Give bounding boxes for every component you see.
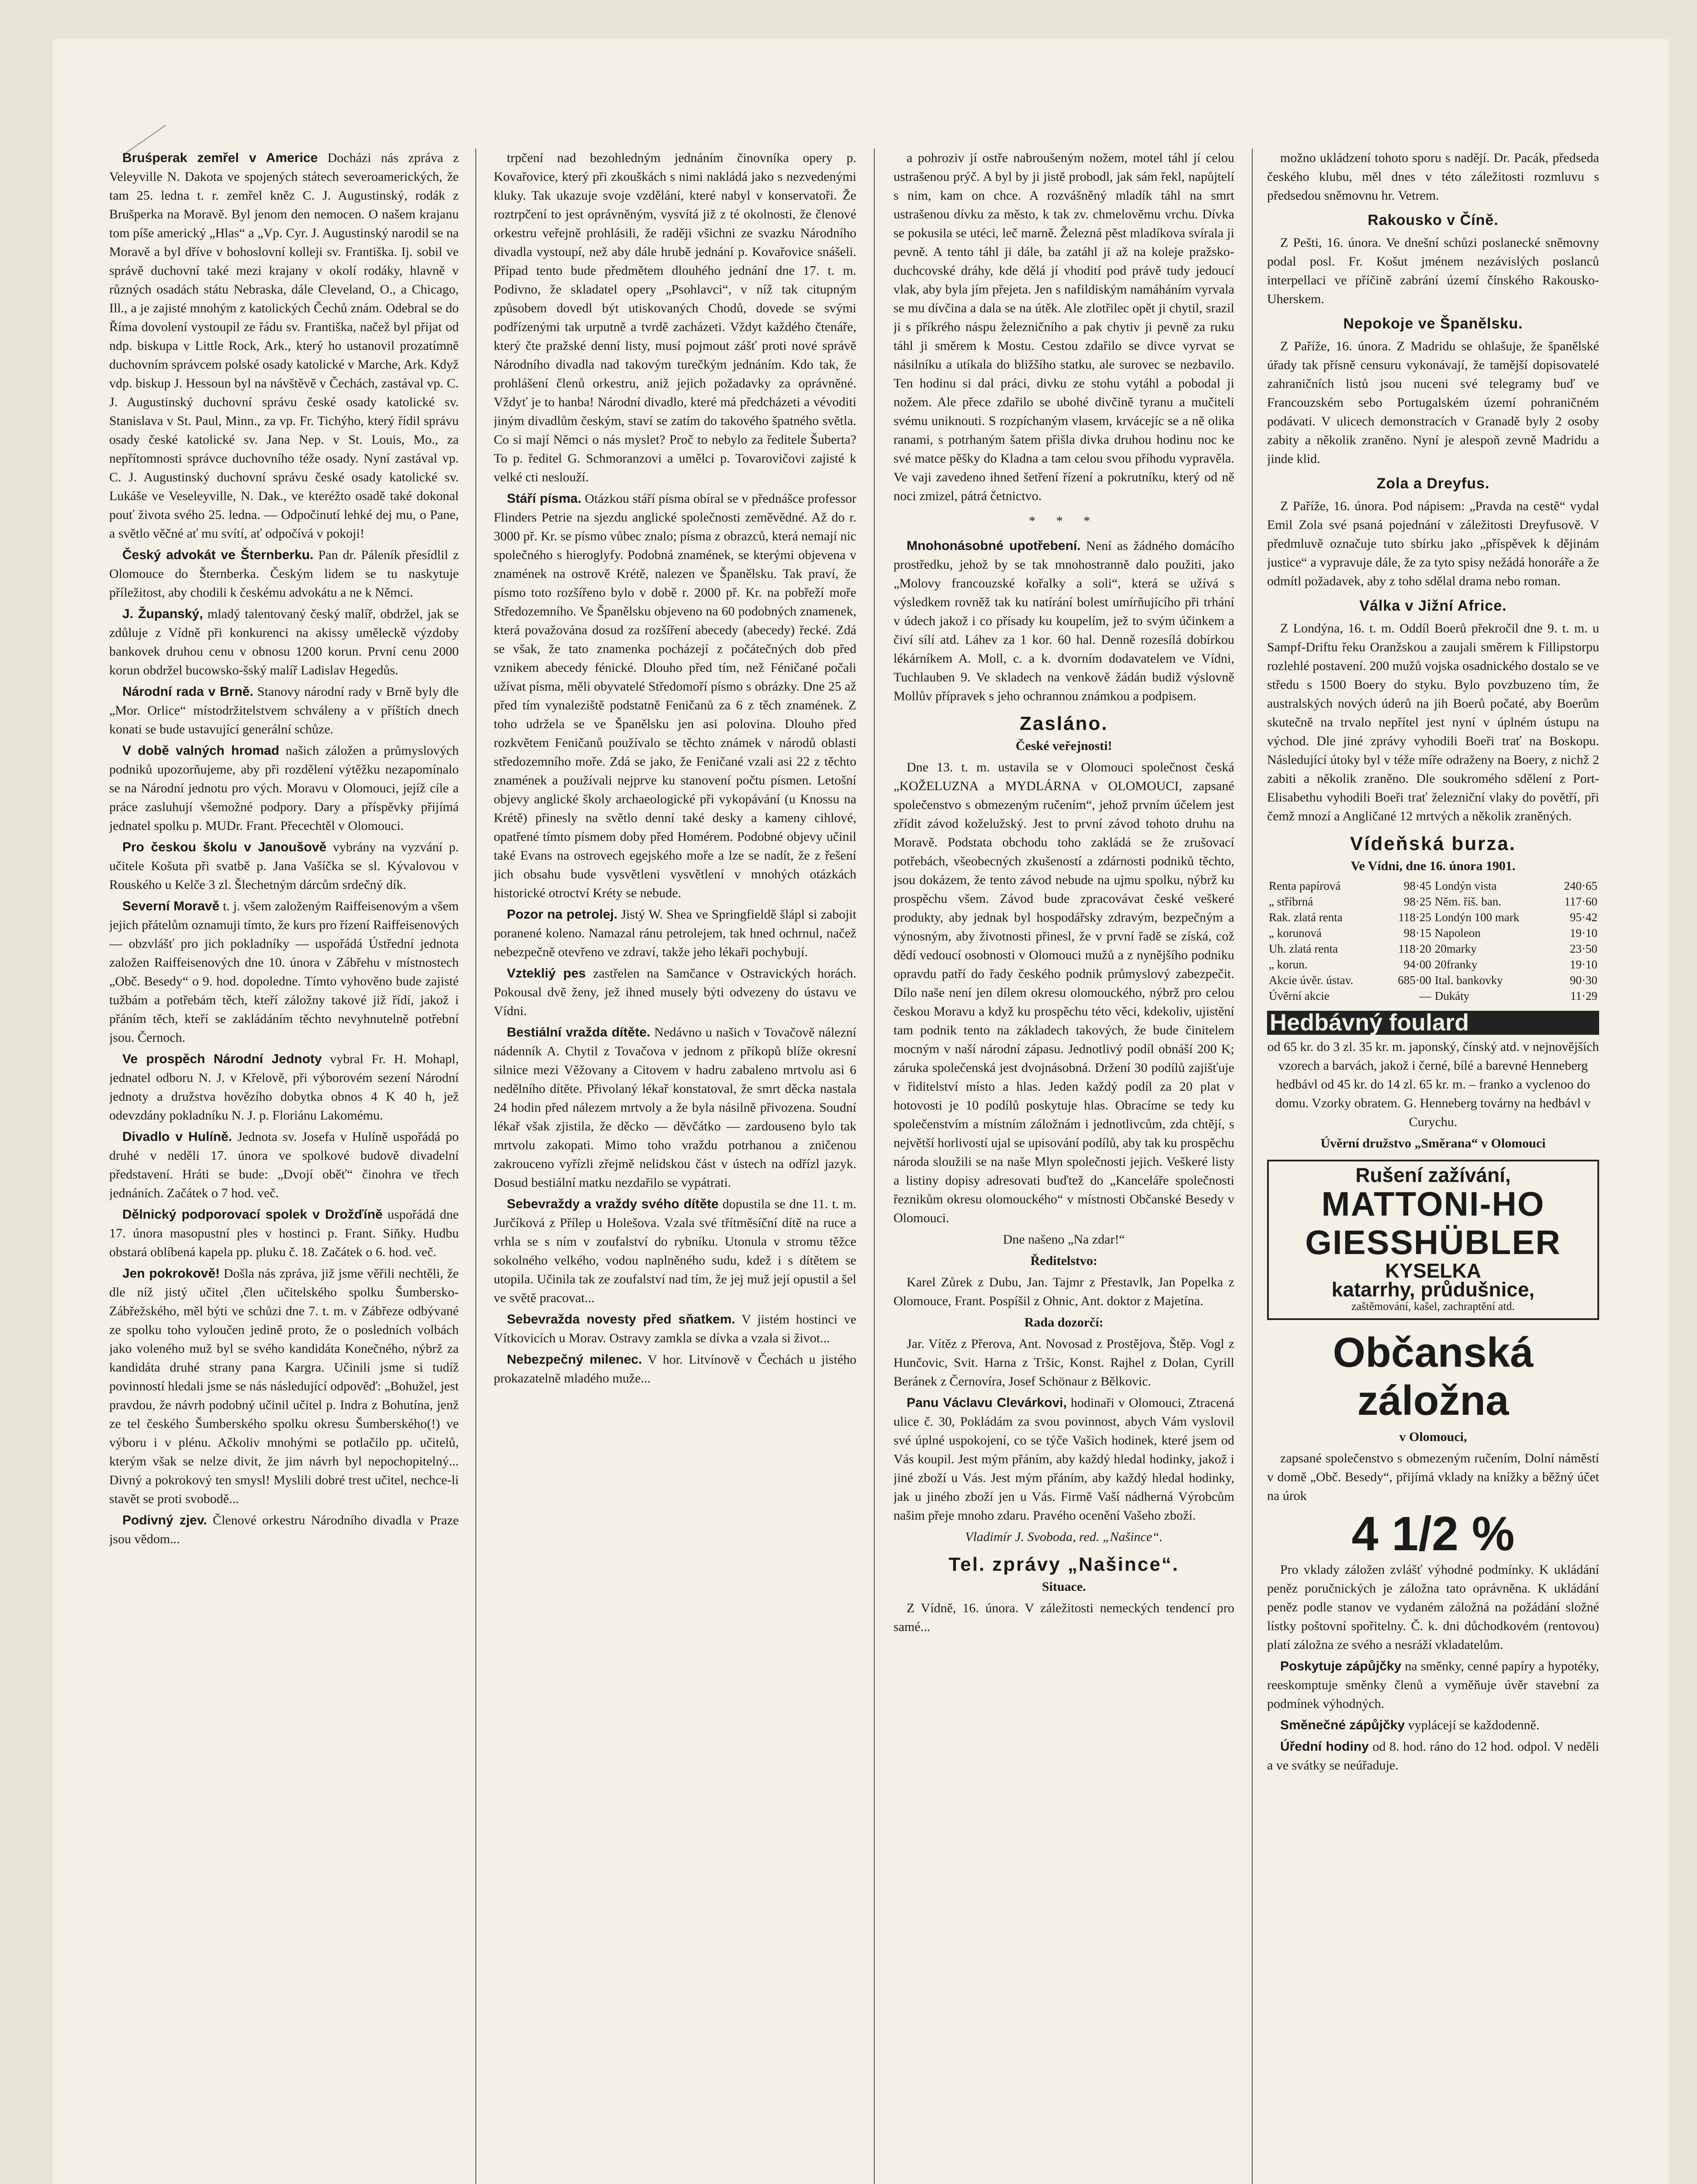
article-headline: Poskytuje zápůjčky bbox=[1280, 1659, 1402, 1673]
exchange-row bbox=[1267, 894, 1599, 909]
article-text: zastřelen na Samčance v Ostravických horách. Pokousal dvě ženy, jež ihned musely býti odvezeny do ústavu ve Vídni. bbox=[494, 966, 856, 1018]
article-headline: Pro českou školu v Janoušově bbox=[122, 840, 327, 854]
column-3 bbox=[894, 149, 1234, 2184]
article-paragraph bbox=[1267, 149, 1599, 205]
article-text: Z Londýna, 16. t. m. Oddíl Boerů překročil dne 9. t. m. u Sampf-Driftu řeku Oranžskou a zaujali směrem k Fillipstorpu rozlehlé postavení. 200 mužů vojska osadnického dostalo se ve středu s 1500 Boery do styku. Bylo povzbuzeno tím, že australských nových úderů na jih Boerů počaté, aby Boerům skutečně na trvalo nepřítel jest nyní v úplném ústupu na východ. Dle jiné zprávy vyhodili Boeři trať na Boskopu. Následující útoky byl v téže míře odraženy na Boery, z nichž 2 zabiti a několik zraněno. Dle soukromého sdělení z Port-Elisabethu vyhodili Boeři trať železniční vlaky do povětří, při čemž mnozí a Angličané 12 mrtvých a několik zraněných. bbox=[1267, 621, 1599, 823]
article-paragraph bbox=[494, 905, 856, 961]
advertisement-box bbox=[1267, 1160, 1599, 1320]
ad-text: od 65 kr. do 3 zl. 35 kr. m. japonský, čínský atd. v nejnovějších vzorech a barvách, jakož i černé, bílé a barevné Henneberg hedbávl od 45 kr. do 14 zl. 65 kr. m. – franko a vyclenoo do domu. Vzorky obratem. G. Henneberg továrny na hedbávl v Curychu. bbox=[1267, 1040, 1599, 1129]
column-4 bbox=[1267, 149, 1599, 2184]
article-paragraph bbox=[494, 149, 856, 487]
exchange-label: Ital. bankovky bbox=[1434, 974, 1503, 987]
column-2 bbox=[494, 149, 856, 2184]
news-heading: Nepokoje ve Španělsku. bbox=[1343, 315, 1523, 332]
article-headline: Podivný zjev. bbox=[122, 1513, 207, 1527]
article-text: možno ukládzení tohoto sporu s nadějí. Dr. Pacák, předseda českého klubu, měl dnes v této záležitosti rozmluvu s předsedou sněmovnu hr. Vetrem. bbox=[1267, 151, 1599, 203]
article-headline: Stáří písma. bbox=[507, 491, 582, 506]
article-paragraph bbox=[1267, 1560, 1599, 1654]
exchange-label: Renta papírová bbox=[1269, 879, 1341, 892]
exchange-value: 90·30 bbox=[1570, 974, 1597, 987]
article-text: vybral Fr. H. Mohapl, jednatel odboru N. J. v Křelově, při výborovém sezení Národní jednoty a družstva hovězího dobytka obnos 4 K 40 h, jež odevzdány pokladníku N. J. p. Floriánu Lakomému. bbox=[109, 1052, 459, 1123]
news-heading: Zola a Dreyfus. bbox=[1376, 475, 1490, 492]
exchange-label: Dukáty bbox=[1434, 989, 1470, 1002]
article-text: Docházi nás zpráva z Veleyville N. Dakota ve spojených státech severoamerických, že tam 25. ledna t. r. zemřel kněz C. J. Augustinský, rodák z Brušperka na Moravě. Byl jenom den nemocen. O našem krajanu tom píše americký „Hlas“ a „Vp. Cyr. J. Augustinský narodil se na Moravě a byl dříve v bohoslovní kolleji sv. Františka. Ij. sobil ve správě duchovní také mezi krajany v okolí rodáky, hlavně v různých osadách státu Nebraska, dále Cleveland, O., a Chicago, Ill., a je zajisté mnohým z katolických Čechů znám. Odebral se do Říma dovolení vystoupil ze řádu sv. Františka, načež byl přijat od ndp. biskupa v Little Rock, Ark., který ho ustanovil prozatímně duchovním správcem polské osady katolické v Marche, Ark. Když vdp. biskup J. Hessoun byl na návštěvě v Čechách, zastával vp. C. J. Augustinský duchovní správu české osady katolické sv. Stanislava v St. Paul, Minn., za vp. Fr. Tichýho, který řídil správu osady české katolické sv. Jana Nep. v St. Louis, Mo., za nepřítomnosti správce duchovního téže osady. Nyní zastával vp. C. J. Augustinský duchovní správu české osady katolické sv. Lukáše ve Veseleyville, N. Dak., ve kteréžto osadě také dokonal pouť života svého 25. ledna. — Odpočinutí lehké dej mu, o Pane, a světlo věčné ať mu svítí, ať odpočívá v pokoji! bbox=[109, 151, 459, 541]
article-paragraph bbox=[1267, 1657, 1599, 1713]
exchange-value: 117·60 bbox=[1564, 895, 1597, 908]
article-text: Karel Zůrek z Dubu, Jan. Tajmr z Přestavlk, Jan Popelka z Olomouce, Frant. Pospíšil z Ohnic, Ant. doktor z Majetína. bbox=[894, 1275, 1234, 1308]
subheading: Ředitelstvo: bbox=[1030, 1254, 1098, 1268]
exchange-value: 98·15 bbox=[1403, 926, 1431, 940]
section-heading: Tel. zprávy „Našince“. bbox=[949, 1554, 1179, 1575]
article-text: Z Pešti, 16. února. Ve dnešní schůzi poslanecké sněmovny podal posl. Fr. Košut jménem nezávislých poslanců interpellaci ve příčině zabrání území čínského Rakousko-Uherskem. bbox=[1267, 235, 1599, 306]
article-paragraph bbox=[1267, 1737, 1599, 1775]
article-paragraph bbox=[1267, 337, 1599, 468]
article-paragraph bbox=[109, 149, 459, 543]
article-text: Došla nás zpráva, již jsme věřili nechtěli, že dle níž jistý učitel ,člen učitelského spolku Šumbersko-Zábřežského, měl býti ve schůzi dne 7. t. m. v Zábřeze odbývané ze spolku toho vyloučen jedině proto, že o posledních volbách jako voleného muž byl se svého kandidáta Konečného, nýbrž za kandidáta druhé strany pana Kargra. Učinili jsme si tudíž povinností hledali jsme se nás následující odpověď: „Bohužel, jest pravdou, že návrh podobný učinil učitel p. Indra z Bohutína, jenž ze tel českého Šumberského spolku okresu Šumberského(!) ve výboru i v plénu. Ačkoliv mnohými se potlačilo pp. učitelů, kterým však se nelze divit, že jim návrh byl nepochopitelný... Divný a pokrokový ten smysl! Myslili dobré trest učitel, nechce-li stavět se proti svobodě... bbox=[109, 1266, 459, 1506]
exchange-label: 20marky bbox=[1434, 942, 1477, 955]
article-paragraph bbox=[109, 741, 459, 835]
ad-banner: Hedbávný foulard bbox=[1267, 1011, 1599, 1035]
article-paragraph bbox=[494, 489, 856, 902]
exchange-value: 19·10 bbox=[1570, 926, 1597, 940]
subheading: Situace. bbox=[1042, 1579, 1086, 1594]
exchange-row bbox=[1267, 972, 1599, 988]
article-headline: Sebevražda novesty před sňatkem. bbox=[507, 1312, 735, 1327]
exchange-label: Něm. říš. ban. bbox=[1434, 895, 1502, 908]
article-text: Z Paříže, 16. února. Z Madridu se ohlašuje, že španělské úřady tak přísně censuru vykonávají, že tamější dopisovatelé zahraničních listů jsou nuceni své telegramy buď ve Francouzském sebo Portugalském území pohraničném podávati. V ulicech demonstracích v Granadě byly 2 osoby zabity a několik zraněno. Nyní je alespoň zevně Madridu a jinde klid. bbox=[1267, 339, 1599, 466]
article-headline: Úřední hodiny bbox=[1280, 1739, 1369, 1754]
article-text: Nedávno u našich v Tovačově nálezní nádenník A. Chytil z Tovačova v jednom z příkopů blíže okresní silnice mezi Věžovany a Citovem v hadru zabaleno mrtvolu asi 6 nedělního dítěte. Přivolaný lékař konstatoval, že smrt děcka nastala 24 hodin před nálezem mrtvoly a že byla násilně přivozena. Soudní lékař však zjistila, že děcko — děvčátko — zardouseno bylo tak mrtvolu zakopati. Mimo toho vraždu potrhanou a zničenou zakrouceno vyřízli zřejmě nelidskou část v ústech na odřízl jazyk. Dosud bestiální matku nezdařilo se vypátrati. bbox=[494, 1025, 856, 1190]
article-text: dopustila se dne 11. t. m. Jurčíková z Přílep u Holešova. Vzala své třítměsíční dítě na ruce a vrhla se s ním v zoufalství do rybníku. Utonula v stromu těžce sokolného velkého, vodou naplněného sudu, kdež i s dítětem se utopila. Učinila tak ze zoufalství nad tím, že jej muž její opustil a šel ve světě pracovat... bbox=[494, 1197, 856, 1305]
exchange-value: 98·45 bbox=[1403, 879, 1431, 892]
exchange-label: Londýn 100 mark bbox=[1434, 911, 1520, 924]
column-rule bbox=[1252, 149, 1253, 2184]
article-headline: Severní Moravě bbox=[122, 899, 220, 913]
article-text: mladý talentovaný český malíř, obdržel, jak se zdůluje z Vídně při konkurenci na akissy uměleckě výzdoby bankovek druhou cenu v obnosu 1200 korun. První cenu 2000 korun obdržel bucowsko-šský malíř Ladislav Hegedůs. bbox=[109, 607, 459, 677]
ad-line: katarrhy, průdušnice, bbox=[1331, 1278, 1535, 1301]
article-headline: Ve prospěch Národní Jednoty bbox=[122, 1052, 322, 1066]
article-text: na směnky, cenné papíry a hypotéky, reeskomptuje směnky členů a vyměňuje úvěr stavební za podmínek výhodných. bbox=[1267, 1659, 1599, 1711]
article-headline: Bestiální vražda dítěte. bbox=[507, 1025, 651, 1040]
article-paragraph bbox=[894, 1334, 1234, 1391]
article-text: našich záložen a průmyslových podniků upozorňujeme, aby při rozdělení výtěžku nezapomínalo se na Národní jednotu pro vých. Moravu v Olomouci, jejíž cíle a práce zasluhují všemožné podpory. Dary a příspěvky přijímá jednatel spolku p. MUDr. Frant. Přecechtěl v Olomouci. bbox=[109, 743, 459, 833]
exchange-label: Uh. zlatá renta bbox=[1269, 942, 1338, 955]
article-headline: J. Županský, bbox=[122, 607, 203, 621]
article-headline: Vztekliý pes bbox=[507, 966, 586, 981]
article-headline: Mnohonásobné upotřebení. bbox=[907, 539, 1081, 553]
exchange-row bbox=[1267, 988, 1599, 1004]
exchange-value: 98·25 bbox=[1403, 895, 1431, 908]
article-headline: Jen pokrokově! bbox=[122, 1266, 220, 1281]
article-paragraph bbox=[894, 1393, 1234, 1525]
column-rule bbox=[475, 149, 476, 2184]
article-paragraph bbox=[894, 1599, 1234, 1636]
article-paragraph bbox=[109, 682, 459, 739]
article-headline: Český advokát ve Šternberku. bbox=[122, 548, 314, 562]
article-text: Z Paříže, 16. února. Pod nápisem: „Pravda na cestě“ vydal Emil Zola své psaná pojednání v záležitosti Dreyfusově. V předmluvě označuje tuto sbírku jako „příspěvek k dějinám justice“ a vypravuje dále, že za tyto spisy nežádá honoráře a že odmítl požadavek, aby z toho sdělal drama nebo roman. bbox=[1267, 499, 1599, 588]
article-headline: Nebezpečný milenec. bbox=[507, 1352, 642, 1367]
exchange-label: „ stříbrná bbox=[1269, 895, 1313, 908]
article-text: Jednota sv. Josefa v Hulíně uspořádá po druhé v neděli 17. února ve spolkové budově divadelní představení. Hráti se bude: „Dvojí oběť“ činohra ve třech jednáních. Začátek o 7 hod. več. bbox=[109, 1130, 459, 1200]
article-text: Dne 13. t. m. ustavila se v Olomouci společnost česká „KOŽELUZNA a MYDLÁRNA v OLOMOUCI, zapsané společenstvo s obmezeným ručením“, jehož prvním účelem jest zřídit závod koželužský. Jest to první závod tohoto druhu na Moravě. Podstata obchodu toho zakládá se že zrušovací potřebách, všeobecných zkušeností a zdárnosti podniků těchto, jsou dokázem, že tento závod nebude na ujmu spolku, nýbrž ku prospěchu všem. Závod bude zpracovávat české veškeré produkty, aby jednak byl hospodářsky zdravým, bezpečným a výnosným, aby životnosti přinesl, že v první řadě se získá, což dědí vedoucí osobnosti v Olomouci mužů a z nynějšího podniku opravdu patří do řady českého podnik průmyslový zabezpečit. Dílo naše není jen dílem okresu olomouckého, nýbrž pro celou českou Moravu a když ku prospěchu této věci, kdekoliv, ujistění tam podnik tento na základech takových, že bude činitelem mocným v naší národní zápasu. Jednotlivý podíl obnáší 200 K; záruka společenská jest dvojnásobná. Držení 30 podílů zajišťuje v řiditelství místo a hlas. Jeden každý podíl za 20 plat v hotovosti je 10 podílů poskytuje hlas. Obracíme se tedy ku společenstvím a místním záložnám i jednotlivcům, zda chtějí, s největší horlivostí ujal se upisování podílů, aby tak ku prospěchu národa sloužili se na naše Mlyn společnosti jejich. Veškeré listy a listiny dopisy adresovati buďtež do „Kanceláře společnosti řeznikům okresu olomouckého“ v místnosti Občanské Besedy v Olomouci. bbox=[894, 760, 1234, 1225]
article-paragraph bbox=[109, 838, 459, 894]
article-text: zapsané společenstvo s obmezeným ručením, Dolní náměstí v domě „Obč. Besedy“, přijímá vklady na knížky a běžný účet na úrok bbox=[1267, 1451, 1599, 1503]
article-paragraph bbox=[109, 1511, 459, 1548]
article-headline: Směnečné zápůjčky bbox=[1280, 1718, 1405, 1732]
signature: Vladimír J. Svoboda, red. „Našince“. bbox=[965, 1530, 1163, 1544]
exchange-value: 23·50 bbox=[1570, 942, 1597, 955]
exchange-value: — bbox=[1419, 989, 1431, 1002]
interest-rate: 4 1/2 % bbox=[1351, 1507, 1515, 1561]
ad-brand: MATTONI-HO bbox=[1321, 1185, 1545, 1223]
article-text: trpčení nad bezohledným jednáním činovníka opery p. Kovařovice, který při zkouškách s nimi nakládá jako s nezvedenými kluky. Tak ukazuje svoje vzdělání, které nabyl v konservatoři. Že roztrpčení to jest oprávněným, vysvítá již z té okolnosti, že členové orkestru veřejně prohlásili, že raději všichni ze svazku Národního divadla vystoupí, než aby dále hrubě jednání p. Kovařovice snášeli. Případ tento bude předmětem dlouhého jednání dne 17. t. m. Podivno, že skladatel opery „Psohlavci“, v níž tak citupným způsobem dovedl být utiskovaných Chodů, dovede se svými podřízenými tak urputně a tvrdě zacházeti. Vždyt každého čtenáře, který čte pražské denní listy, musí pojmout zášť proti nové správě Národního divadla nad takovým turečkým jednáním. Kdo tak, že prohlášení členů orkestru, aniž jejich požadavky za oprávněné. Vždyť je to hanba! Národní divadlo, které má předcházeti a vévoditi jiným divadlům českým, staví se zatím do takového špatného světla. Co si mají Němci o nás myslet? Proč to nebylo za ředitele Šuberta? To p. ředitel G. Schmoranzovi a umělci p. Tovarovičovi zajisté k velké cti neslouží. bbox=[494, 151, 856, 484]
article-paragraph bbox=[109, 897, 459, 1047]
article-headline: Dělnický podporovací spolek v Drožďíně bbox=[122, 1207, 383, 1222]
article-paragraph bbox=[109, 1264, 459, 1508]
article-headline: Panu Václavu Clevárkovi, bbox=[907, 1396, 1067, 1410]
article-text: V hor. Litvínově v Čechách u jistého prokazatelně mladého muže... bbox=[494, 1352, 856, 1386]
section-heading: Vídeňská burza. bbox=[1350, 833, 1516, 854]
subheading: Ve Vídni, dne 16. února 1901. bbox=[1351, 859, 1516, 873]
article-paragraph bbox=[1267, 233, 1599, 308]
article-text: od 8. hod. ráno do 12 hod. odpol. V neděli a ve svátky se neúřaduje. bbox=[1267, 1739, 1599, 1773]
subheading: České veřejnosti! bbox=[1015, 739, 1112, 753]
article-paragraph bbox=[494, 1310, 856, 1348]
subheading: Rada dozorčí: bbox=[1024, 1315, 1104, 1330]
article-paragraph bbox=[494, 1350, 856, 1388]
article-paragraph bbox=[109, 1127, 459, 1203]
article-paragraph bbox=[1267, 619, 1599, 826]
exchange-row bbox=[1267, 941, 1599, 957]
column-1 bbox=[109, 149, 459, 2184]
article-paragraph bbox=[109, 605, 459, 680]
exchange-row bbox=[1267, 878, 1599, 894]
closing-line: Dne našeno „Na zdar!“ bbox=[1003, 1232, 1125, 1247]
article-text: Z Vídně, 16. února. V záležitosti nemeckých tendencí pro samé... bbox=[894, 1601, 1234, 1634]
ad-heading: Úvěrní družstvo „Směrana“ v Olomouci bbox=[1320, 1136, 1546, 1151]
article-text: V jistém hostinci ve Vítkovicích u Morav. Ostravy zamkla se dívka a vzala si život... bbox=[494, 1312, 856, 1345]
exchange-value: 685·00 bbox=[1398, 974, 1431, 987]
article-text: Stanovy národní rady v Brně byly dle „Mor. Orlice“ místodržitelstvem schváleny a v příštích dnech konati se bude ustavující generální schůze. bbox=[109, 684, 459, 736]
article-paragraph bbox=[109, 1205, 459, 1261]
article-paragraph bbox=[1267, 1449, 1599, 1505]
exchange-value: 95·42 bbox=[1570, 911, 1597, 924]
ad-footer: zaštěmování, kašel, zachraptění atd. bbox=[1351, 1300, 1515, 1313]
article-paragraph bbox=[894, 1273, 1234, 1310]
article-headline: Bruśperak zemřel v Americe bbox=[122, 151, 318, 165]
ad-brand: GIESSHÜBLER bbox=[1305, 1223, 1561, 1261]
article-paragraph bbox=[1267, 1716, 1599, 1735]
newspaper-page bbox=[52, 39, 1669, 2184]
article-text: hodinaři v Olomouci, Ztracená ulice č. 30, Pokládám za svou povinnost, abych Vám vyslovil své úplné uspokojení, co se týče Vašich hodinek, které jsem od Vás koupil. Jest mým přáním, aby každý hledal hodinky, jakož i jiné zboží u Vás. Jest mým přáním, aby každý hledal hodinky, jak u jiného zboží jen u Vás. Firmě Vaší nádherná Výrobcům našim přeje mnoho zdaru. Pravého ocenění Vašeho zboží. bbox=[894, 1396, 1234, 1523]
exchange-label: Úvěrní akcie bbox=[1269, 989, 1330, 1002]
article-text: Otázkou stáří písma obíral se v přednášce professor Flinders Petrie na sjezdu anglické společnosti zeměvědné. Až do r. 3000 př. Kr. se písmo vůbec znalo; písma z obrazců, která nemají nic společného s hieroglyfy. Podobná znamének, se kterými objevena v znamének na ostrově Krétě, nalezen ve Španělsku. Tak praví, že písmo toto rozšířeno bylo v době r. 2000 př. Kr. na pobřeží moře Středozemního. Ve Španělsku objeveno na 60 podobných znamenek, která považována dosud za rozšíření abecedy (abecedy) řecké. Zdá se však, že tato znamenka pocházejí z počátečných dob před vznikem abecedy fénické. Dlouho před tím, než Féničané počali užívat písma, měli obyvatelé Středomoří písmo s obrázky. Dne 25 až před tím vynaleziště podstatně Feničanů za 6 z těch znamének. Z toho udržela se ve Španělsku jen asi polovina. Dlouho před rozkvětem Feničanů používalo se těchto známek v národů oblasti středozemního moře. Zdá se jako, že Feničané vzali asi 22 z těchto znamének a používali nejprve ku stanovení počtu písmen. Letošní objevy anglické školy archaeologické při vykopávání (u Knossu na Krétě) přinesly na světlo denní také desky a kameny cihlové, opatřené tímto písmem doby před Homérem. Podobné objevy učinil také Evans na ostrovech egejského moře a lze se nadít, že z řešení jich obsahu bude vysvětleni vysvětlení v mnohých otázkách historické otroctví Kréty se nebude. bbox=[494, 491, 856, 900]
article-paragraph bbox=[109, 1050, 459, 1125]
article-text: Jistý W. Shea ve Springfieldě šlápl si zabojit poranené koleno. Namazal ránu petrolejem, tak hned ochrnul, načež nebezpečně otevřeno ve zdraví, takže jeho lékaři pochybují. bbox=[494, 907, 856, 959]
ad-headline: Rušení zažívání, bbox=[1355, 1164, 1511, 1186]
article-text: vybrány na vyzvání p. učitele Košuta při svatbě p. Jana Vašíčka se sl. Kývalovou v Rouského u Kelče 3 zl. Šlechetným dárcům srdečný dík. bbox=[109, 840, 459, 892]
article-paragraph bbox=[1267, 497, 1599, 591]
column-rule bbox=[874, 149, 875, 2184]
section-heading: Zasláno. bbox=[1019, 713, 1108, 734]
news-heading: Válka v Jižní Africe. bbox=[1359, 598, 1507, 614]
article-text: Není as žádného domácího prostředku, jehož by se tak mnohostranně dalo použiti, jako „Molovy francouzské kořalky a soli“, která se užívá s výsledkem rovněž tak ku natírání bolest umírňujícího při trhání v údech jakož i co přísady ku koupelím, jež to svým účinkem a čiví sílí atd. Láhev za 1 kor. 60 hal. Denně rozesílá dobírkou lékárníkem A. Moll, c. a k. dvorním dodavatelem ve Vídni, Tuchlauben 9. Ve skladech na venkově žádán budiž výslovně Mollův přípravek s jeho ochrannou známkou a podpisem. bbox=[894, 539, 1234, 703]
exchange-value: 19·10 bbox=[1570, 958, 1597, 971]
article-text: uspořádá dne 17. února masopustní ples v hostinci p. Frant. Siňky. Hudbu obstará oblíbená kapela pp. pluku č. 18. Začátek o 6. hod. več. bbox=[109, 1207, 459, 1259]
article-paragraph bbox=[894, 536, 1234, 705]
article-paragraph bbox=[894, 758, 1234, 1227]
exchange-label: „ korunová bbox=[1269, 926, 1322, 940]
article-text: a pohroziv jí ostře nabroušeným nožem, motel táhl jí celou ustrašenou prýč. A byl by ji jistě probodl, jak sám řekl, napůjtelí s nim, kam on chce. A rozvášněný mladík táhl na smrt ustrašenou dívku za město, k tak zv. chmelověmu vrchu. Dívka se pokusila se utéci, leč marně. Železná pěst mladíkova svírala ji pevně. A tento táhl ji dále, ba zatáhl ji až na koleje pražsko-duchcovské dráhy, kde dělá jí vhodití pod právě tudy jedoucí vlak, aby byla jím přejeta. Jen s nafildiským namáháním vyrvala se mu dívčina a dala se na útěk. Ale zlotřilec opět ji chytil, srazil ji s příkrého náspu železničního a pak chytiv ji pevně za ruku táhl ji směrem k Mostu. Cestou zdařilo se divce vyrvat se násilníku a utíkala do bližšího statku, ale surovec se nezbavilo. Ten hodinu si dal práci, divku ze stohu vytáhl a pobodal ji nožem. Ale přece zdařilo se ubohé divčině tyranu a mučiteli svému uniknouti. S rozpíchaným vlasem, krvácejíc se a ně olika ranami, s potrhaným šatem přišla divka druhou hodinu noc ke své matce pěšky do Kladna a tam celou svou příhodu vypravěla. Ve vaji zavedeno ihned šetření řízení a pokrutníku, který od ně noci zmizel, pátrá četnictvo. bbox=[894, 151, 1234, 503]
article-text: Jar. Vítěz z Přerova, Ant. Novosad z Prostějova, Štěp. Vogl z Hunčovic, Svit. Harna z Tršic, Konst. Rajhel z Dolan, Cyrill Beránek z Černovíra, Josef Schönaur z Bělkovic. bbox=[894, 1337, 1234, 1389]
exchange-table bbox=[1267, 878, 1599, 1004]
article-paragraph bbox=[109, 546, 459, 602]
exchange-value: 118·20 bbox=[1398, 942, 1431, 955]
article-headline: V době valných hromad bbox=[122, 743, 280, 758]
article-paragraph bbox=[894, 149, 1234, 505]
article-paragraph bbox=[494, 964, 856, 1020]
article-text: Pro vklady záložen zvlášť výhodné podmínky. K ukládání peněz poručnických je záložna tato oprávněna. K ukládání peněz podle stanov ve vydaném záložná na požádání složné lístky poštovní spořitelny. Č. k. dni důchodkovém (rentovou) platí záložna ze svého a nesráží vkladatelům. bbox=[1267, 1562, 1599, 1652]
article-text: vyplácejí se každodenně. bbox=[1408, 1718, 1540, 1732]
exchange-value: 94·00 bbox=[1403, 958, 1431, 971]
article-text: Členové orkestru Národního divadla v Praze jsou vědom... bbox=[109, 1513, 459, 1546]
exchange-value: 118·25 bbox=[1398, 911, 1431, 924]
exchange-value: 240·65 bbox=[1564, 879, 1597, 892]
article-paragraph bbox=[494, 1023, 856, 1192]
exchange-row bbox=[1267, 925, 1599, 941]
bank-title: Občanská záložna bbox=[1333, 1329, 1534, 1424]
article-text: Pan dr. Páleník přesídlil z Olomouce do Šternberka. Českým lidem se tu naskytuje příležitost, aby chodili k českému advokátu a ne k Němci. bbox=[109, 548, 459, 600]
exchange-label: Napoleon bbox=[1434, 926, 1481, 940]
exchange-label: Akcie úvěr. ústav. bbox=[1269, 974, 1354, 987]
exchange-label: 20franky bbox=[1434, 958, 1478, 971]
exchange-row bbox=[1267, 957, 1599, 972]
article-text: t. j. všem založeným Raiffeisenovým a všem jejich přátelům oznamuji tímto, že kurs pro řízení Raiffeisenových — obzvlášť pro jich pokladníky — uspořádá Ústřední jednota založen Raiffeisenových dne 10. února v Zábřehu v místnostech „Obč. Besedy“ o 9. hod. dopoledne. Tímto vyhověno bude zajisté tužbám a potřebám těch, kteří záložny takové již řídí, jakož i přáním těch, kteří se zakládáním těchto nevyhnutelně potřební jsou. Černoch. bbox=[109, 899, 459, 1045]
article-paragraph bbox=[494, 1195, 856, 1307]
article-headline: Pozor na petrolej. bbox=[507, 907, 618, 922]
article-headline: Národní rada v Brně. bbox=[122, 684, 253, 699]
article-headline: Sebevraždy a vraždy svého dítěte bbox=[507, 1197, 719, 1211]
exchange-value: 11·29 bbox=[1570, 989, 1597, 1002]
ad-product: KYSELKA bbox=[1385, 1259, 1481, 1282]
subheading: v Olomouci, bbox=[1399, 1430, 1467, 1444]
article-headline: Divadlo v Hulíně. bbox=[122, 1130, 232, 1144]
section-divider: * * * bbox=[1029, 514, 1099, 528]
exchange-label: Londýn vista bbox=[1434, 879, 1497, 892]
exchange-label: „ korun. bbox=[1269, 958, 1308, 971]
news-heading: Rakousko v Číně. bbox=[1368, 212, 1499, 228]
exchange-row bbox=[1267, 909, 1599, 925]
exchange-label: Rak. zlatá renta bbox=[1269, 911, 1343, 924]
